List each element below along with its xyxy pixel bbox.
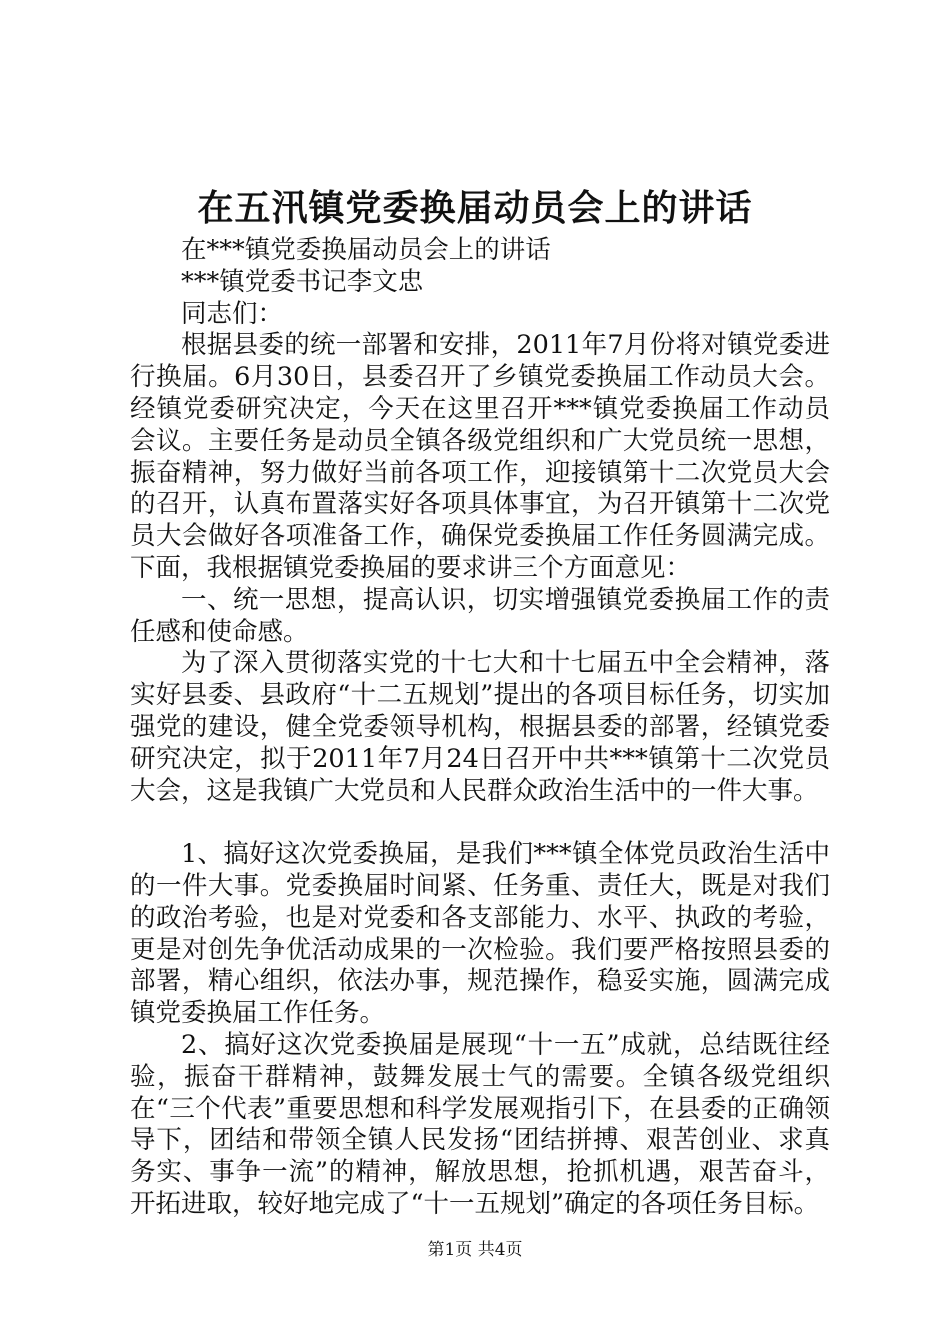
salutation: 同志们：: [181, 298, 284, 329]
point-1-paragraph: 1、搞好这次党委换届，是我们***镇全体党员政治生活中的一件大事。党委换届时间紧、任务重、责任大，既是对我们的政治考验，也是对党委和各支部能力、水平、执政的考验，更是对创先争优活动成果的一次检验。我们要严格按照县委的部署，精心组织，依法办事，规范操作，稳妥实施，圆满完成镇党委换届工作任务。: [130, 839, 830, 1029]
document-title: 在五汛镇党委换届动员会上的讲话: [197, 187, 753, 229]
intro-paragraph: 根据县委的统一部署和安排，2011年7月份将对镇党委进行换届。6月30日，县委召开了乡镇党委换届工作动员大会。经镇党委研究决定，今天在这里召开***镇党委换届工作动员会议。主要任务是动员全镇各级党组织和广大党员统一思想，振奋精神，努力做好当前各项工作，迎接镇第十二次党员大会的召开，认真布置落实好各项具体事宜，为召开镇第十二次党员大会做好各项准备工作，确保党委换届工作任务圆满完成。下面，我根据镇党委换届的要求讲三个方面意见：: [130, 330, 830, 583]
point-2-paragraph: 2、搞好这次党委换届是展现“十一五”成就，总结既往经验，振奋干群精神，鼓舞发展士气的需要。全镇各级党组织在“三个代表”重要思想和科学发展观指引下，在县委的正确领导下，团结和带领全镇人民发扬“团结拼搏、艰苦创业、求真务实、事争一流”的精神，解放思想，抢抓机遇，艰苦奋斗，开拓进取，较好地完成了“十一五规划”确定的各项任务目标。: [130, 1029, 830, 1219]
body-paragraph: 为了深入贯彻落实党的十七大和十七届五中全会精神，落实好县委、县政府“十二五规划”提出的各项目标任务，切实加强党的建设，健全党委领导机构，根据县委的部署，经镇党委研究决定，拟于2011年7月24日召开中共***镇第十二次党员大会，这是我镇广大党员和人民群众政治生活中的一件大事。: [130, 648, 830, 806]
speaker-line: ***镇党委书记李文忠: [181, 266, 424, 297]
section-heading-1: 一、统一思想，提高认识，切实增强镇党委换届工作的责任感和使命感。: [130, 584, 830, 647]
paragraph-spacer: [130, 807, 830, 839]
document-body: [130, 235, 830, 1221]
page-number: 第1页 共4页: [427, 1240, 523, 1260]
speech-heading: 在***镇党委换届动员会上的讲话: [181, 235, 551, 265]
